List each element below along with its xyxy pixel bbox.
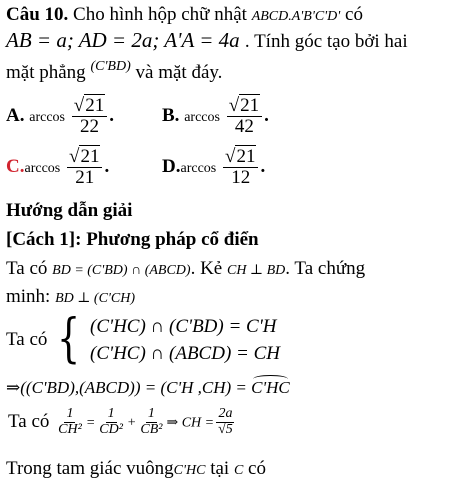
equation-system [90,313,280,367]
option-a[interactable] [6,96,114,137]
method-heading: [Cách 1]: Phương pháp cổ điển [6,229,259,250]
step-1-text-b: . Kẻ [190,258,223,279]
step-2-equation: BD ⊥ (C'CH) [55,291,136,306]
step-6-text-d: có [248,458,266,479]
option-d-den: 12 [231,166,251,188]
option-d-fn: arccos [180,160,217,176]
option-a-fn: arccos [29,109,65,125]
box-name: ABCD.A'B'C'D' [251,9,341,24]
step-1-text-a: Ta có [6,258,48,279]
option-a-den: 22 [79,115,99,137]
option-d-num: 21 [236,146,256,167]
step-4 [6,378,290,398]
option-a-num: 21 [85,95,105,116]
question-number: Câu 10. [6,4,69,25]
option-d-tail: . [260,155,266,177]
step-5-text: Ta có [8,411,50,433]
option-c-fn: arccos [24,160,61,176]
option-c-num: 21 [80,146,100,167]
option-b-fn: arccos [184,109,220,125]
option-b-tail: . [264,104,269,126]
option-c[interactable] [6,147,109,188]
option-b-den: 42 [234,115,254,137]
option-c-letter: C. [6,155,25,177]
step-1-text-c: . Ta chứng [285,258,366,279]
option-c-den: 21 [75,166,95,188]
step-6-text-b: tại [210,458,230,479]
fraction-4: $\frac{2a}{√5}$ [218,406,233,437]
step-1-perp: CH ⊥ BD [226,263,286,278]
angle-symbol: C'HC [251,378,290,397]
step-2 [6,286,135,308]
option-b-letter: B. [162,104,180,126]
system-line-1: (C'HC) ∩ (C'BD) = C'H [90,316,277,337]
step-5-arrow: ⇒ CH = [166,415,215,431]
option-c-tail: . [104,155,110,177]
step-6-triangle: C'HC [173,463,206,478]
option-c-fraction: $\frac{√21}{21}$ [67,147,102,188]
step-2-text: minh: [6,286,51,307]
step-6-vertex: C [233,463,244,478]
option-a-letter: A. [6,104,25,126]
fraction-1: $\frac{1}{\text{CH²}}$ [58,406,82,437]
question-text: Cho hình hộp chữ nhật [73,4,247,25]
plane-name: (C'BD) [90,59,131,74]
option-d-fraction: $\frac{√21}{12}$ [223,147,258,188]
step-1 [6,258,365,280]
option-b-num: 21 [240,95,260,116]
option-d[interactable] [162,147,265,188]
step-4-equation: ⇒((C'BD),(ABCD)) = (C'H ,CH) = [6,378,247,397]
step-6-text-a: Trong tam giác vuông [6,458,174,479]
step-3-text: Ta có [6,329,48,350]
question-text-matphang: mặt phẳng [6,62,86,83]
step-3 [6,309,280,370]
question-text-tinh: . Tính góc tạo bởi hai [244,31,408,52]
question-text-matday: và mặt đáy. [135,62,223,83]
question-text-co: có [345,4,363,25]
question-line-3 [6,59,223,84]
option-a-tail: . [109,104,114,126]
fraction-3: $\frac{1}{\text{CB²}}$ [140,406,163,437]
left-brace: { [57,309,81,370]
option-d-letter: D. [162,155,181,177]
step-6 [6,458,266,480]
question-line-1 [6,4,363,26]
step-1-equation: BD = (C'BD) ∩ (ABCD) [52,263,191,278]
option-a-fraction: $\frac{√21}{22}$ [72,96,107,137]
system-line-2: (C'HC) ∩ (ABCD) = CH [90,343,280,364]
fraction-2: $\frac{1}{\text{CD²}}$ [99,406,123,437]
solution-heading: Hướng dẫn giải [6,200,133,221]
option-b-fraction: $\frac{√21}{42}$ [227,96,262,137]
option-b[interactable] [162,96,269,137]
step-5: Ta có $\frac{1}{\text{CH²}}$ = $\frac{1}{\text{CD²}}$ + $\frac{1}{\text{CB²}}$ ⇒ CH = $\frac{2a}{√5}$ [8,406,233,437]
question-line-2 [6,28,408,53]
given-lengths: AB = a; AD = 2a; A'A = 4a [6,28,240,52]
